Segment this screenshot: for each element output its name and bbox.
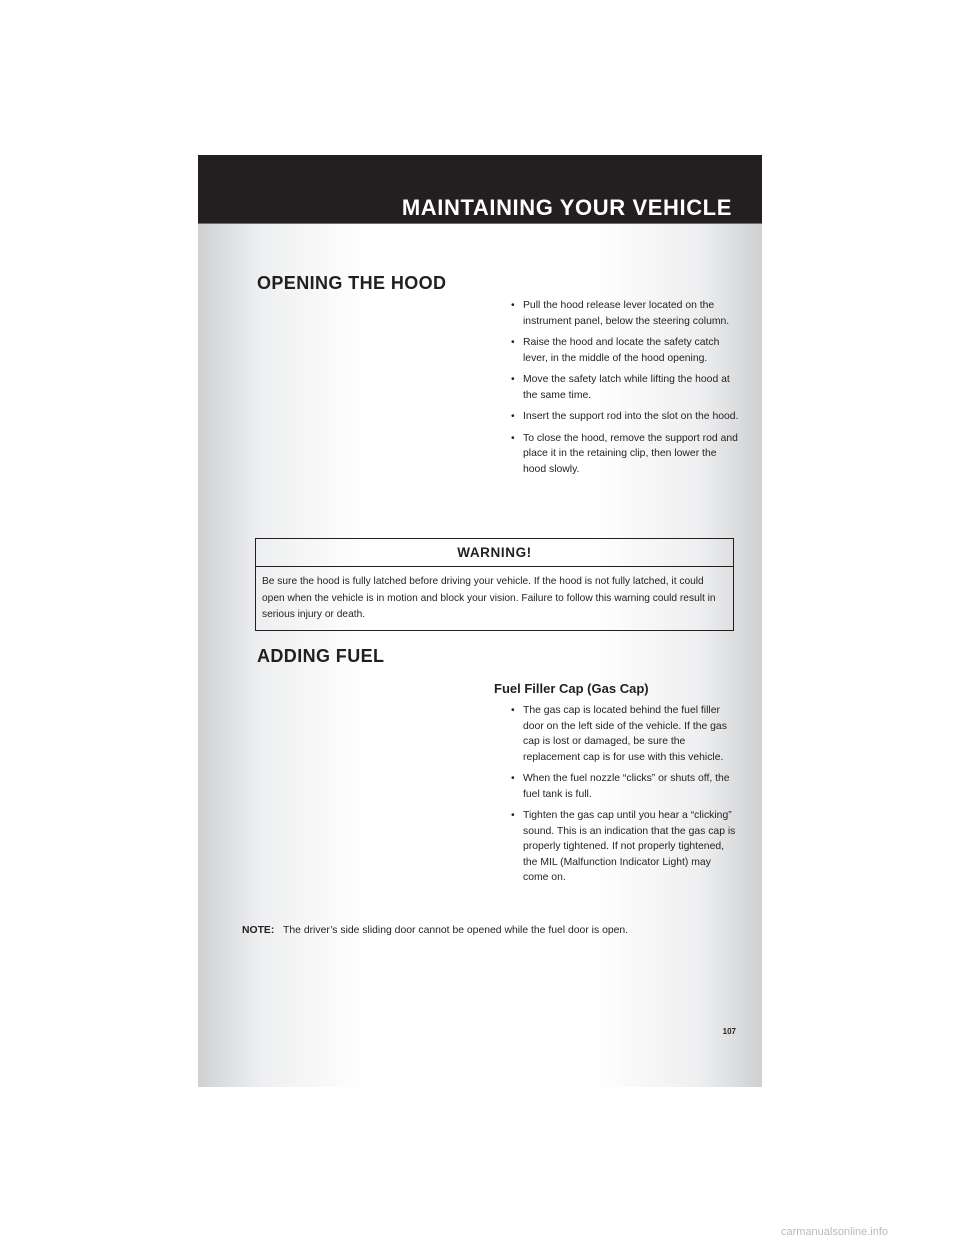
note: [242, 925, 628, 936]
hood-section-heading: OPENING THE HOOD: [257, 273, 447, 293]
watermark-link[interactable]: carmanualsonline.info: [781, 1226, 889, 1238]
manual-page: [198, 155, 762, 1087]
list-item: • Raise the hood and locate the safety catch lever, in the middle of the hood opening.: [509, 335, 739, 366]
page-number: 107: [722, 1027, 736, 1036]
list-item: • Tighten the gas cap until you hear a “clicking” sound. This is an indication that the gas cap is properly tightened. If not properly tightened, the MIL (Malfunction Indicator Light) may come on.: [509, 808, 739, 886]
note-text: The driver’s side sliding door cannot be opened while the fuel door is open.: [283, 925, 629, 936]
fuel-cap-subheading: Fuel Filler Cap (Gas Cap): [494, 681, 649, 696]
fuel-steps-list: [509, 703, 739, 892]
note-label: NOTE:: [242, 925, 275, 936]
list-item: • Move the safety latch while lifting the hood at the same time.: [509, 372, 739, 403]
warning-title: WARNING!: [256, 539, 733, 567]
list-item: • Pull the hood release lever located on the instrument panel, below the steering column.: [509, 298, 739, 329]
fuel-section-heading: ADDING FUEL: [257, 646, 385, 666]
warning-text: Be sure the hood is fully latched before driving your vehicle. If the hood is not fully latched, it could open when the vehicle is in motion and block your vision. Failure to follow this warning could result in serious injury or death.: [262, 576, 716, 620]
page-header: [198, 155, 762, 224]
list-item: • To close the hood, remove the support rod and place it in the retaining clip, then lower the hood slowly.: [509, 431, 739, 478]
hood-steps-list: [509, 298, 739, 483]
list-item: • Insert the support rod into the slot on the hood.: [509, 409, 739, 425]
list-item: • When the fuel nozzle “clicks” or shuts off, the fuel tank is full.: [509, 771, 739, 802]
list-item: • The gas cap is located behind the fuel filler door on the left side of the vehicle. If the gas cap is lost or damaged, be sure the replacement cap is for use with this vehicle.: [509, 703, 739, 765]
warning-box: [255, 538, 734, 631]
header-title: MAINTAINING YOUR VEHICLE: [401, 195, 732, 220]
